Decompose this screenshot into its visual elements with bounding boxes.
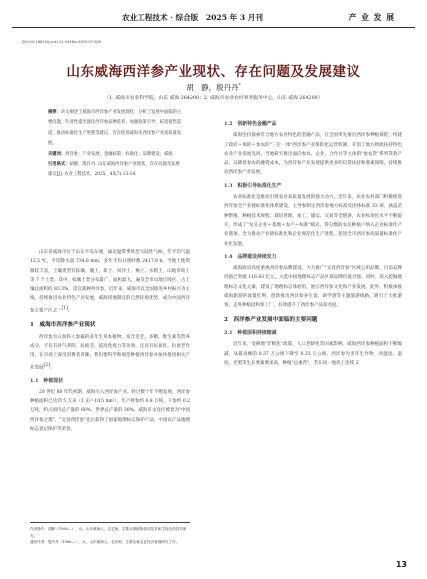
author-names: 胡 静，殷丹丹	[186, 83, 239, 92]
abstract	[48, 108, 182, 150]
affiliation: （1. 威海市农业科学院，山东 威海 264200；2. 威海市农业农村事务服务中心，山东 威海 264200）	[104, 96, 323, 101]
section-1-3-heading: 1.3 积极引导标准化生产	[224, 182, 282, 189]
citation-text: 胡静，殷丹丹. 山东威海西洋参产业现状、存在问题及发展建议[J]. 农业工程技术，2025，45(7):13-14.	[48, 162, 180, 178]
citation-label: 引用格式：	[48, 162, 70, 168]
running-header	[12, 10, 415, 30]
article-title: 山东威海西洋参产业现状、存在问题及发展建议	[66, 64, 361, 80]
section-1-text: 西洋参为五加科人参属的多年生草本植物，富含皂苷、多糖、维生素等营养成分，不仅有补气养阴、抗疲劳、提高免疫力等功效，还具有抗氧化、抗衰老作用，在市场上深受消费者青睐，我们要科学和规范种植西洋参并加快推进相关产业发展	[30, 334, 190, 371]
section-2-1-heading: 2.1 种植面积持续缩减	[224, 329, 277, 336]
column-name: 产 业 发 展	[348, 13, 395, 22]
abstract-block	[48, 108, 182, 181]
abstract-text: 该文阐述了威海市西洋参产业发展现状，分析了发展中面临的主要问题，针对性提出强化西洋参品种选育、加强政策引导、拓宽销售渠道、推动标准化生产进程等建议，旨在促进威海市西洋参产业高质量发展。	[48, 110, 182, 147]
corresponding-mark: *	[238, 83, 241, 89]
author-bio-2: 通信作者：殷丹丹（1986—），女，山东威海人，农经师，主要从事农业经济管理研究工作。	[30, 540, 180, 545]
footnote	[30, 522, 190, 546]
section-1-paragraph: 西洋参为五加科人参属的多年生草本植物，富含皂苷、多糖、维生素等营养成分，不仅有补气养阴、抗疲劳、提高免疫力等功效，还具有抗氧化、抗衰老作用，在市场上深受消费者青睐，我们要科学和规范种植西洋参并加快推进相关产业发展[2]。	[30, 334, 190, 371]
keywords-text: 西洋参；产业发展；金融政策；标准化；品牌建设；威海	[65, 151, 173, 157]
citation	[48, 160, 182, 181]
section-2-1-paragraph: 近年来，受耕地"非粮化"政策、人口老龄化等因素影响，威海西洋参种植面积不断缩减，从最高峰的 0.37 万公顷下降至 0.33 万公顷。西洋参为多年生作物，对温度、湿度、光照等生长要素要求高，种植"总重茬"，若在同一地块上连续 2	[224, 342, 402, 366]
intro-text: 山东省威海市位于山东半岛东端，属北温带季风型大陆性气候，年平均气温 12.5 ℃，平均降水量 734.6 mm，多年平均日照时数 2417.9 h。当地土地资源较丰富，土壤类型有棕壤、潮土、盐土、风沙土、褐土、水稻土，山地草甸土等 7 个土类。其中，棕壤土类分布最广，面积最大，遍及全市山地丘陵区，占土壤总面积的 83.3%，适宜栽种西洋参。近年来，威海市以全国推进乡村振兴为主线，持续推进农业特色产业发展，威海因地制宜的自然环境优势，成为中国西洋参主要产区之一	[30, 250, 190, 314]
section-1-3-paragraph: 农业标准化是推动引领农业高质量发展的强大动力，近年来，农业农村部门积极推进西洋参全产业链标准化体系建设，主导参制定西洋参地方标准及团体标准 33 项，涵盖苗种繁殖、种植技术规程、栽培管理、加工、储运、交易等全链条，农业标准化水平不断提升，形成了"龙头企业＋基地＋农户＋标准"模式，得分数的农民种植户纳入企业标准化产业链条，全力推动产业链标准化和企业规范化生产进程，促进全市西洋参高质量标准化产业化发展。	[224, 195, 402, 247]
section-1-4-heading: 1.4 品牌建设持续发力	[224, 253, 277, 260]
keywords-label: 关键词：	[48, 151, 66, 157]
section-1-4-paragraph: 威海政府高度重视西洋参品牌建设，大力推广"文登西洋参"区域公用品牌，目前品牌价值已突破 116.43 亿元，入选中国地理标志产品区域品牌价值百强。同时，深入挖掘地理标志文化元素，建设了地理标志体验馆，展示西洋参文化和产业发展。此外，积极承接威海旅游的流量红利，创新推出西洋参养生宴、研学游等主题旅游线路，吸引了大批游客，走进种植园和加工厂，有效提升了西洋参产品知名度。	[224, 266, 402, 309]
page-number: 13	[395, 560, 407, 569]
author-bio-1: 作者简介：胡静（1980—），女，山东威海人，农艺师，主要从事植物检疫技术和生物农药技术研究。	[30, 527, 187, 538]
abstract-label: 摘要：	[48, 110, 61, 115]
section-1-ref: [2]	[43, 362, 50, 368]
section-1-2-paragraph: 威海坚持探索符合地方农业特色的金融产品，在全国率先推出西洋参种植保险，构建了政府＋保险＋参农的"三位一体"西洋参产业保险化运营机制，开创了地方财政扶持特色农业产业发展先河。当地研究推出面向参农、企业、合作社等主体的"参农贷"系列贷款产品，以降低参农的融资成本，为西洋参产业发展提供更多的信贷扶持和要素保障，持续推动西洋参产业发展。	[224, 133, 402, 176]
section-2-heading: 2 西洋参产业发展中面临的主要问题	[224, 316, 318, 323]
left-column	[30, 248, 190, 434]
authors	[0, 82, 427, 93]
section-1-heading: 1 威海市西洋参产业现状	[30, 321, 96, 328]
section-1-2-heading: 1.2 创新特色金融产品	[224, 121, 277, 127]
keywords	[48, 150, 182, 160]
journal-name: 农业工程技术 · 综合版 2025 年 3 月刊	[122, 13, 263, 22]
doi: DOI:10.16815/j.cnki.11-5436/s.2025.07.005	[22, 40, 101, 44]
section-1-1-paragraph: 20 世纪 80 年代初期，威海引入西洋参产业。经过数十年不断发展，西洋参种植面积已达到 5 万亩（1 亩=1/15 hm²），年产鲜参约 0.8 万吨、干参约 0.2 万吨，约占国内总产量的 60%、世界总产量的 30%，威海市文登区被誉为"中国西洋参之都"，"文登西洋参"先后获得了国家地理标志保护产品、中国农产品地理标志登记保护等荣誉。	[30, 389, 190, 433]
right-column	[224, 116, 402, 368]
intro-ref: [1]	[61, 305, 68, 311]
intro-paragraph: 山东省威海市位于山东半岛东端，属北温带季风型大陆性气候，年平均气温 12.5 ℃，平均降水量 734.6 mm，多年平均日照时数 2417.9 h。当地土地资源较丰富，土壤类型有棕壤、潮土、盐土、风沙土、褐土、水稻土，山地草甸土等 7 个土类。其中，棕壤土类分布最广，面积最大，遍及全市山地丘陵区，占土壤总面积的 83.3%，适宜栽种西洋参。近年来，威海市以全国推进乡村振兴为主线，持续推进农业特色产业发展，威海因地制宜的自然环境优势，成为中国西洋参主要产区之一[1]。	[30, 250, 190, 314]
header-rule	[12, 27, 415, 28]
section-1-1-heading: 1.1 种植现状	[30, 377, 63, 384]
